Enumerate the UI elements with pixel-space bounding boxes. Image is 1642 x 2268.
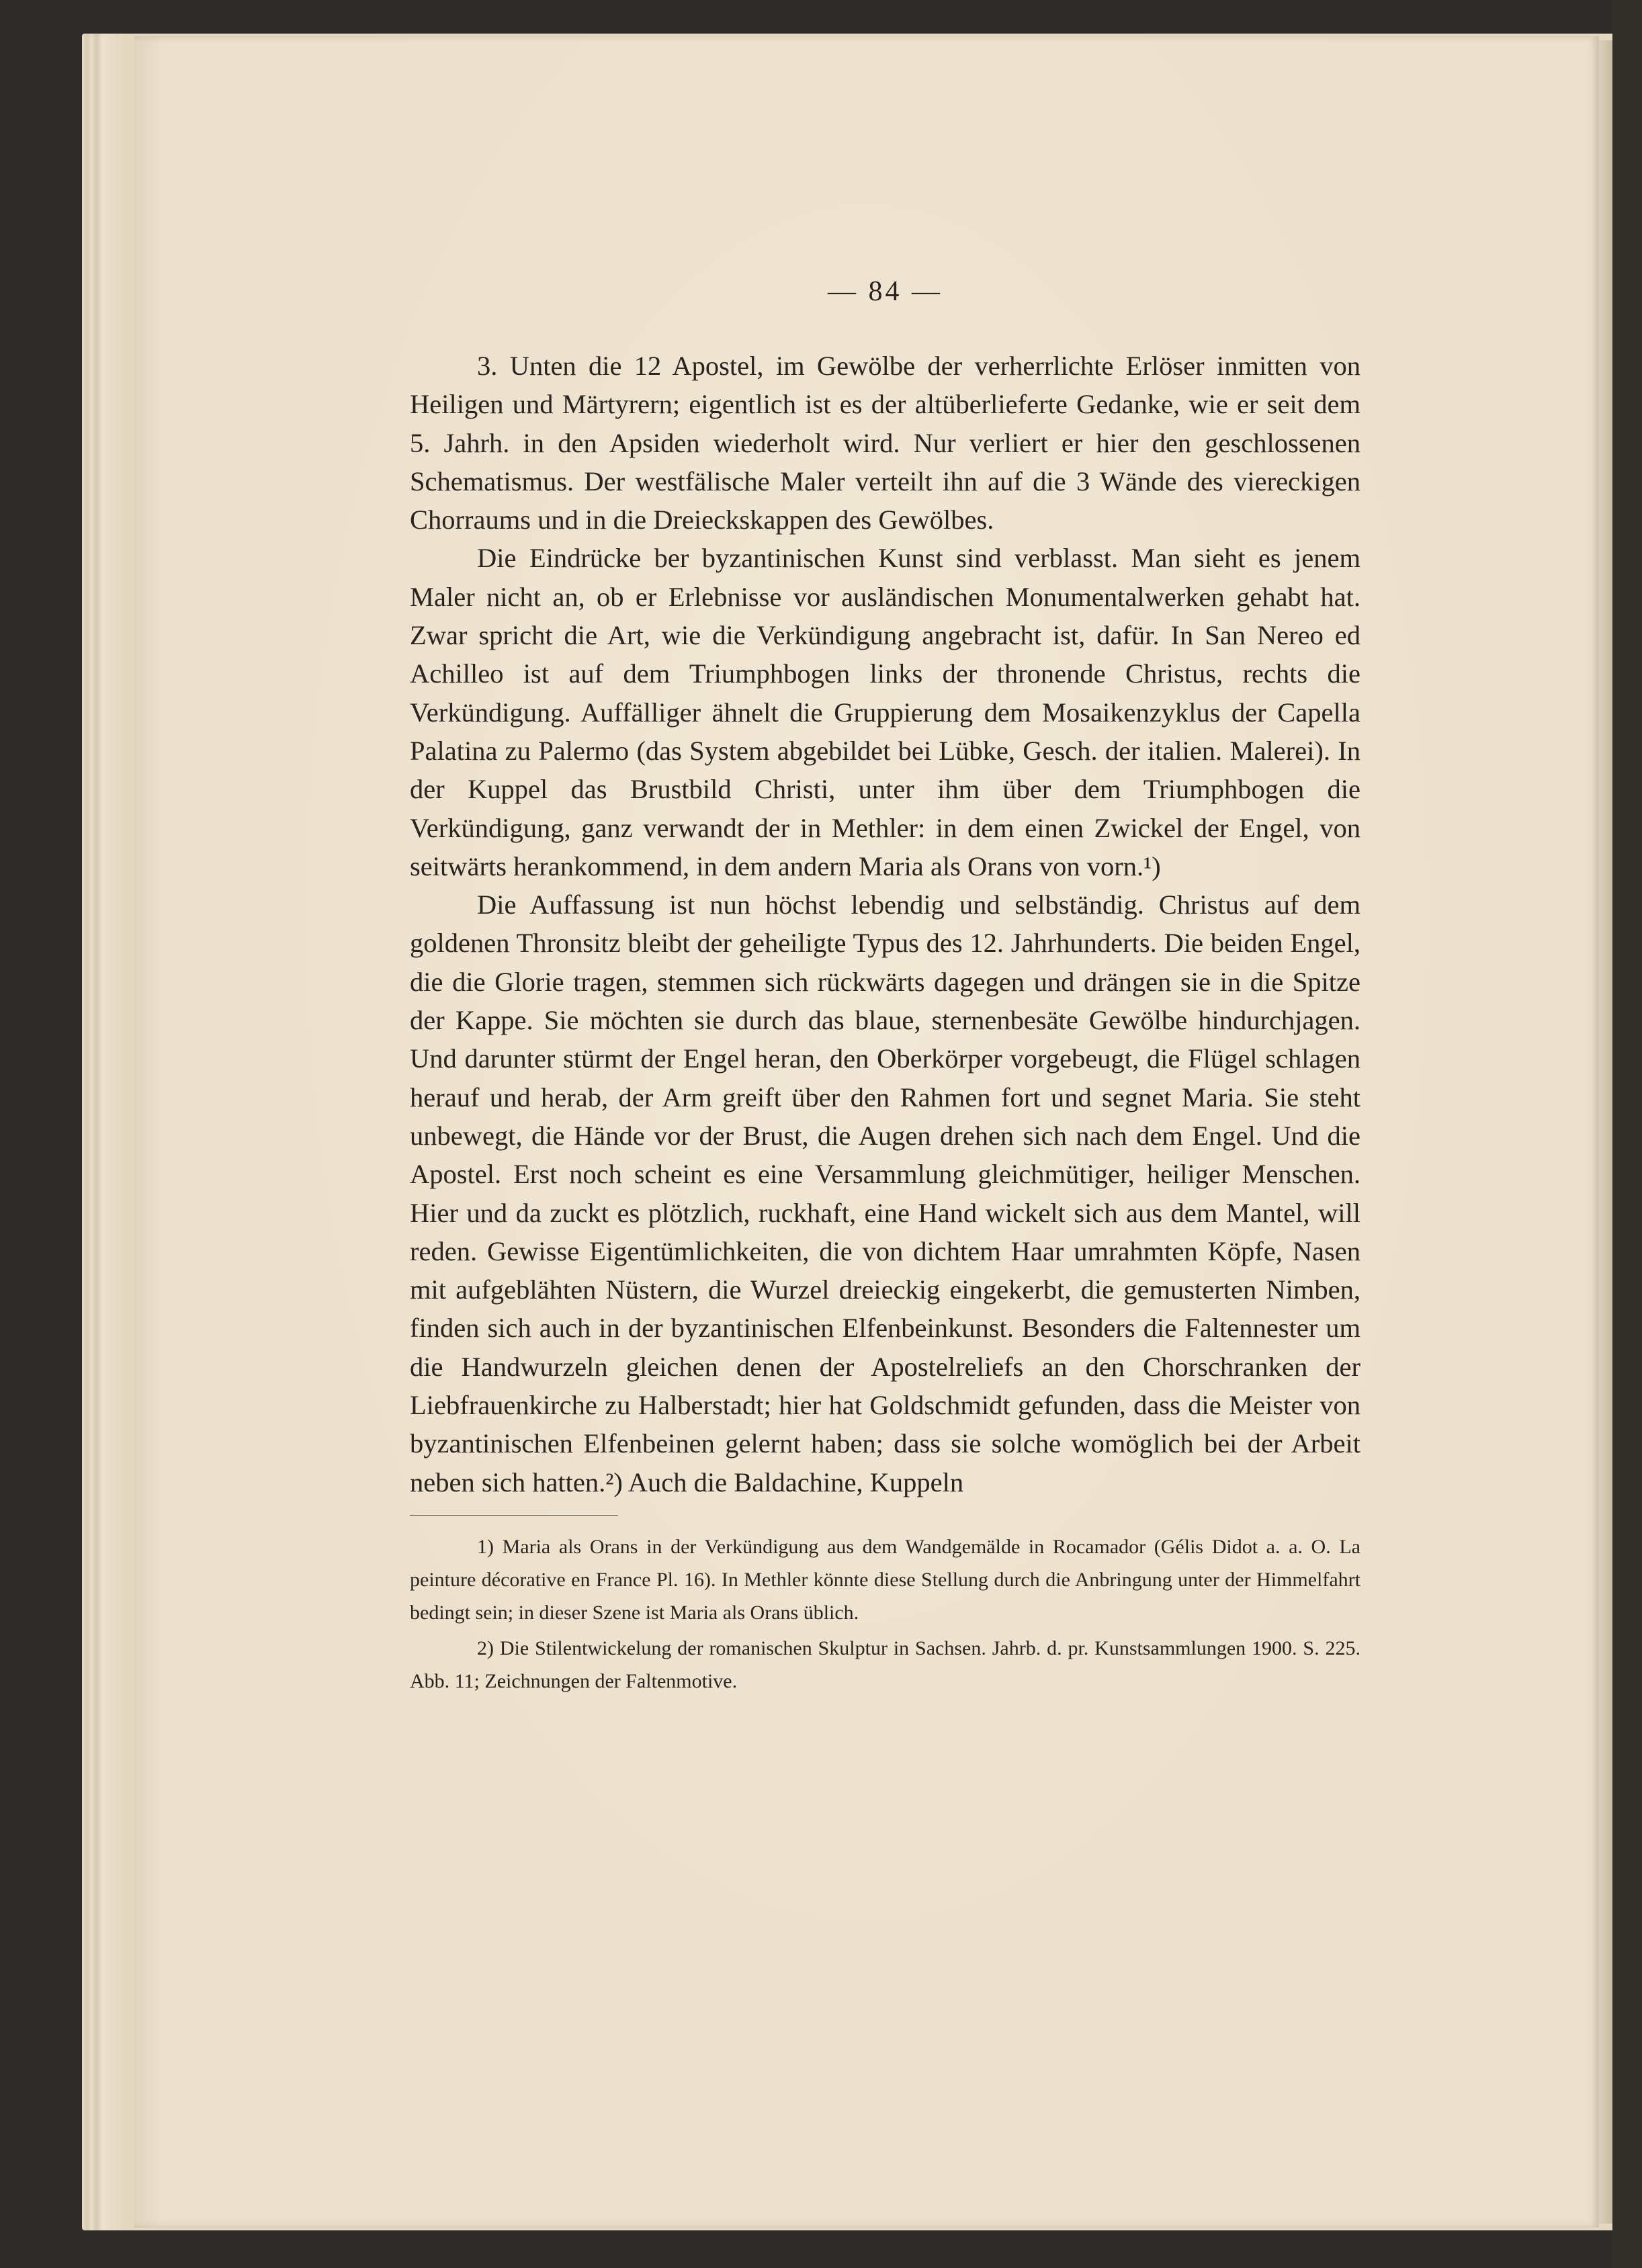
footnote-2: 2) Die Stilentwickelung der romanischen Skulptur in Sachsen. Jahrb. d. pr. Kunstsammlungen 1900. S. 225. Abb. 11; Zeichnungen der Faltenmotive.	[410, 1637, 1360, 1692]
footnote-divider	[410, 1515, 618, 1516]
footnote-1: 1) Maria als Orans in der Verkündigung aus dem Wandgemälde in Rocamador (Gélis Didot a. a. O. La peinture décorative en France Pl. 16). In Methler könnte diese Stellung durch die Anbringung unter der Himmelfahrt bedingt sein; in dieser Szene ist Maria als Orans üblich.	[410, 1535, 1360, 1624]
page-number: — 84 —	[828, 276, 943, 307]
page-text-block	[410, 275, 1360, 1698]
paragraph-1: 3. Unten die 12 Apostel, im Gewölbe der verherrlichte Erlöser inmitten von Heiligen und Märtyrern; eigentlich ist es der altüberlieferte Gedanke, wie er seit dem 5. Jahrh. in den Apsiden wiederholt wird. Nur verliert er hier den geschlossenen Schematismus. Der westfälische Maler verteilt ihn auf die 3 Wände des viereckigen Chorraums und in die Dreieckskappen des Gewölbes.	[410, 351, 1360, 535]
paragraph-3: Die Auffassung ist nun höchst lebendig und selbständig. Christus auf dem goldenen Thronsitz bleibt der geheiligte Typus des 12. Jahrhunderts. Die beiden Engel, die die Glorie tragen, stemmen sich rückwärts dagegen und drängen sie in die Spitze der Kappe. Sie möchten sie durch das blaue, sternenbesäte Gewölbe hindurchjagen. Und darunter stürmt der Engel heran, den Oberkörper vorgebeugt, die Flügel schlagen herauf und herab, der Arm greift über den Rahmen fort und segnet Maria. Sie steht unbewegt, die Hände vor der Brust, die Augen drehen sich nach dem Engel. Und die Apostel. Erst noch scheint es eine Versammlung gleichmütiger, heiliger Menschen. Hier und da zuckt es plötzlich, ruckhaft, eine Hand wickelt sich aus dem Mantel, will reden. Gewisse Eigentümlichkeiten, die von dichtem Haar umrahmten Köpfe, Nasen mit aufgeblähten Nüstern, die Wurzel dreieckig eingekerbt, die gemusterten Nimben, finden sich auch in der byzantinischen Elfenbeinkunst. Besonders die Faltennester um die Handwurzeln gleichen denen der Apostelreliefs an den Chorschranken der Liebfrauenkirche zu Halberstadt; hier hat Goldschmidt gefunden, dass die Meister von byzantinischen Elfenbeinen gelernt haben; dass sie solche womöglich bei der Arbeit neben sich hatten.²) Auch die Baldachine, Kuppeln	[410, 889, 1360, 1497]
scan-border-right	[1612, 0, 1642, 2268]
paragraph-2: Die Eindrücke ber byzantinischen Kunst sind verblasst. Man sieht es jenem Maler nicht an, ob er Erlebnisse vor ausländischen Monumentalwerken gehabt hat. Zwar spricht die Art, wie die Verkündigung angebracht ist, dafür. In San Nereo ed Achilleo ist auf dem Triumphbogen links der thronende Christus, rechts die Verkündigung. Auffälliger ähnelt die Gruppierung dem Mosaikenzyklus der Capella Palatina zu Palermo (das System abgebildet bei Lübke, Gesch. der italien. Malerei). In der Kuppel das Brustbild Christi, unter ihm über dem Triumphbogen die Verkündigung, ganz verwandt der in Methler: in dem einen Zwickel der Engel, von seitwärts herankommend, in dem andern Maria als Orans von vorn.¹)	[410, 543, 1360, 881]
facing-page-edge	[1599, 40, 1612, 2224]
